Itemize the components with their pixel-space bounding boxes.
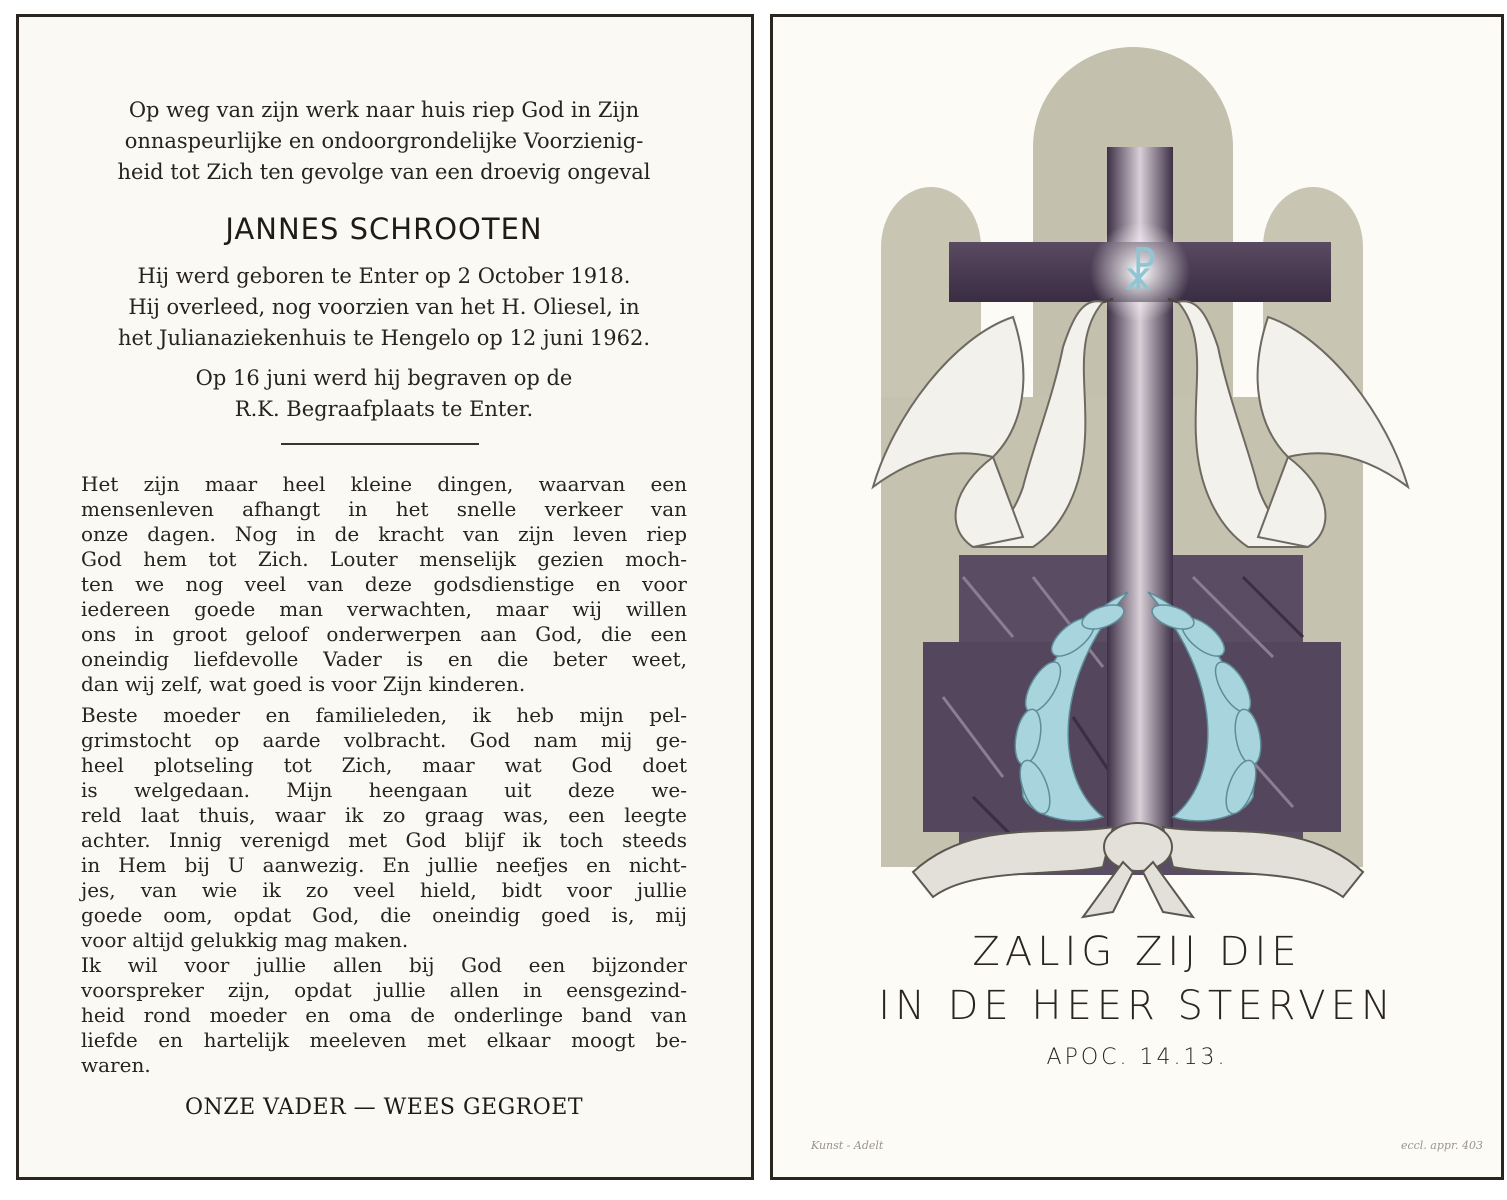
body-line: God hem tot Zich. Louter menselijk gezien moch-: [81, 547, 687, 571]
body-line: iedereen goede man verwachten, maar wij willen: [81, 597, 687, 621]
intro-line: onnaspeurlijke en ondoorgrondelijke Voorzienig-: [124, 129, 644, 153]
body-line: voor altijd gelukkig mag maken.: [81, 928, 409, 952]
svg-text:☧: ☧: [1121, 246, 1159, 300]
fact-line: Hij werd geboren te Enter op 2 October 1918.: [137, 264, 631, 288]
body-line: Beste moeder en familieleden, ik heb mijn pel-: [81, 703, 687, 727]
prayer-line: ONZE VADER — WEES GEGROET: [185, 1095, 583, 1120]
body-line: achter. Innig verenigd met God blijf ik toch steeds: [81, 828, 687, 852]
life-facts: [81, 261, 687, 354]
intro-text: [81, 95, 687, 188]
fact-line: het Julianaziekenhuis te Hengelo op 12 juni 1962.: [117, 326, 651, 350]
verse-line-2: IN DE HEER STERVEN: [878, 983, 1396, 1029]
body-line: mensenleven afhangt in het snelle verkeer van: [81, 497, 687, 521]
fact-line: Hij overleed, nog voorzien van het H. Oliesel, in: [128, 295, 640, 319]
body-line: waren.: [81, 1053, 151, 1077]
ribbon: [913, 823, 1363, 917]
burial-line: R.K. Begraafplaats te Enter.: [234, 397, 534, 421]
text-card: [16, 14, 754, 1180]
burial-line: Op 16 juni werd hij begraven op de: [195, 366, 573, 390]
body-line: ons in groot geloof onderwerpen aan God, die een: [81, 622, 687, 646]
body-line: heid rond moeder en oma de onderlinge band van: [81, 1003, 687, 1027]
body-line: ten we nog veel van deze godsdienstige en voor: [81, 572, 687, 596]
image-card: [770, 14, 1504, 1180]
body-line: reld laat thuis, waar ik zo graag was, een leegte: [81, 803, 687, 827]
publisher-imprint: Kunst - Adelt: [811, 1139, 884, 1152]
body-line: is welgedaan. Mijn heengaan uit deze we-: [81, 778, 687, 802]
memorial-text: [81, 472, 687, 1078]
body-line: liefde en hartelijk meeleven met elkaar moogt be-: [81, 1028, 687, 1052]
body-line: heel plotseling tot Zich, maar wat God doet: [81, 753, 687, 777]
body-line: Ik wil voor jullie allen bij God een bijzonder: [81, 953, 687, 977]
intro-line: heid tot Zich ten gevolge van een droevig ongeval: [117, 160, 651, 184]
divider-rule: [281, 443, 479, 445]
approval-imprint: eccl. appr. 403: [1400, 1139, 1483, 1152]
deceased-name: JANNES SCHROOTEN: [225, 212, 543, 246]
intro-line: Op weg van zijn werk naar huis riep God in Zijn: [128, 98, 640, 122]
verse-reference: APOC. 14.13.: [1046, 1045, 1228, 1070]
body-line: jes, van wie ik zo veel hield, bidt voor jullie: [81, 878, 687, 902]
verse-line-1: ZALIG ZIJ DIE: [972, 929, 1302, 975]
body-line: grimstocht op aarde volbracht. God nam mij ge-: [81, 728, 687, 752]
body-line: Het zijn maar heel kleine dingen, waarvan een: [81, 472, 687, 496]
body-line: dan wij zelf, wat goed is voor Zijn kinderen.: [81, 672, 526, 696]
body-line: in Hem bij U aanwezig. En jullie neefjes en nicht-: [81, 853, 687, 877]
burial-info: [81, 363, 687, 425]
body-line: voorspreker zijn, opdat jullie allen in eensgezind-: [81, 978, 687, 1002]
body-line: oneindig liefdevolle Vader is en die beter weet,: [81, 647, 687, 671]
cross-doves-illustration: [773, 17, 1501, 922]
body-line: goede oom, opdat God, die oneindig goed is, mij: [81, 903, 687, 927]
body-line: onze dagen. Nog in de kracht van zijn leven riep: [81, 522, 687, 546]
